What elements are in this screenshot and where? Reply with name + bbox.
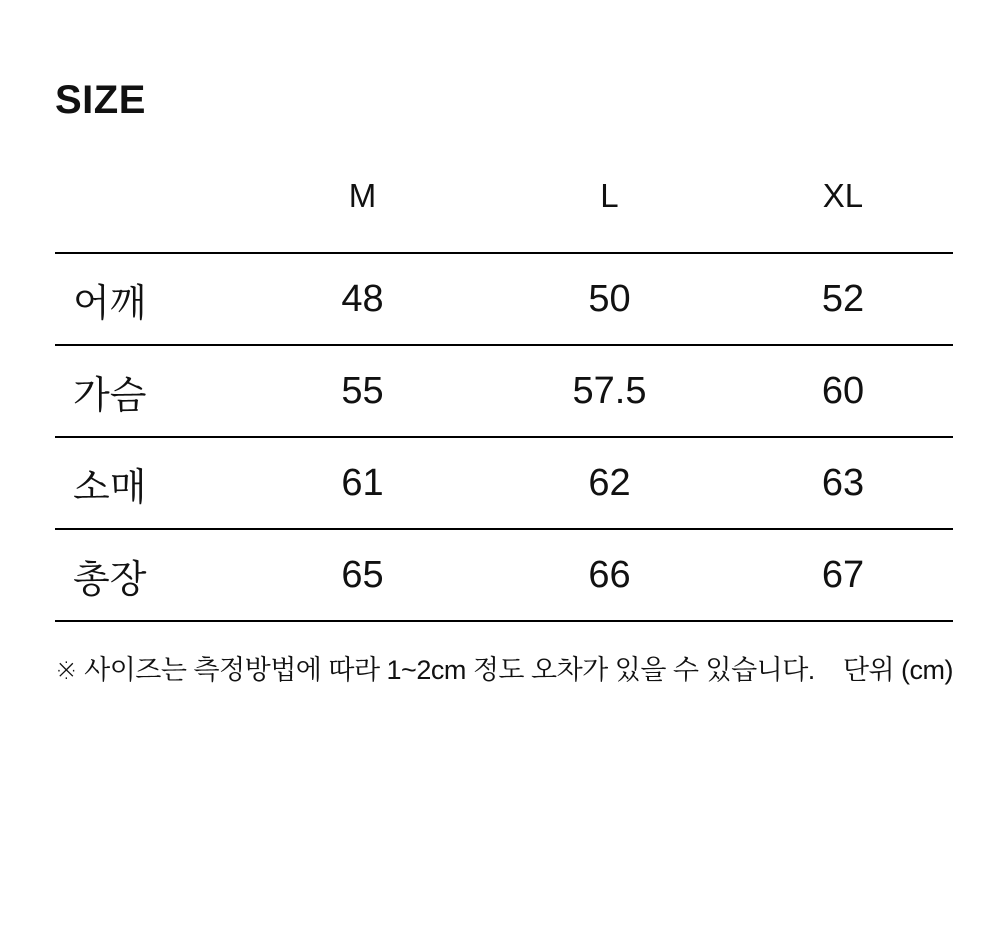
cell-sleeve-m: 61: [239, 437, 486, 529]
cell-shoulder-m: 48: [239, 253, 486, 345]
cell-sleeve-xl: 63: [733, 437, 953, 529]
row-label-sleeve: 소매: [55, 437, 239, 529]
size-table: [55, 140, 953, 622]
table-row-shoulder: [55, 253, 953, 345]
cell-shoulder-l: 50: [486, 253, 733, 345]
unit-label: 단위 (cm): [842, 655, 953, 685]
row-label-shoulder: 어깨: [55, 253, 239, 345]
size-note-text: ※ 사이즈는 측정방법에 따라 1~2cm 정도 오차가 있을 수 있습니다.: [55, 655, 815, 685]
size-section: [55, 76, 953, 687]
cell-total-length-m: 65: [239, 529, 486, 621]
cell-total-length-xl: 67: [733, 529, 953, 621]
cell-chest-m: 55: [239, 345, 486, 437]
table-row-chest: [55, 345, 953, 437]
corner-cell: [55, 140, 239, 253]
table-row-sleeve: [55, 437, 953, 529]
size-table-header-row: [55, 140, 953, 253]
column-header-l: L: [486, 140, 733, 253]
column-header-xl: XL: [733, 140, 953, 253]
cell-shoulder-xl: 52: [733, 253, 953, 345]
table-row-total-length: [55, 529, 953, 621]
cell-total-length-l: 66: [486, 529, 733, 621]
table-footer: [55, 648, 953, 687]
cell-chest-xl: 60: [733, 345, 953, 437]
cell-sleeve-l: 62: [486, 437, 733, 529]
row-label-chest: 가슴: [55, 345, 239, 437]
column-header-m: M: [239, 140, 486, 253]
page-title: SIZE: [55, 78, 146, 122]
row-label-total-length: 총장: [55, 529, 239, 621]
cell-chest-l: 57.5: [486, 345, 733, 437]
